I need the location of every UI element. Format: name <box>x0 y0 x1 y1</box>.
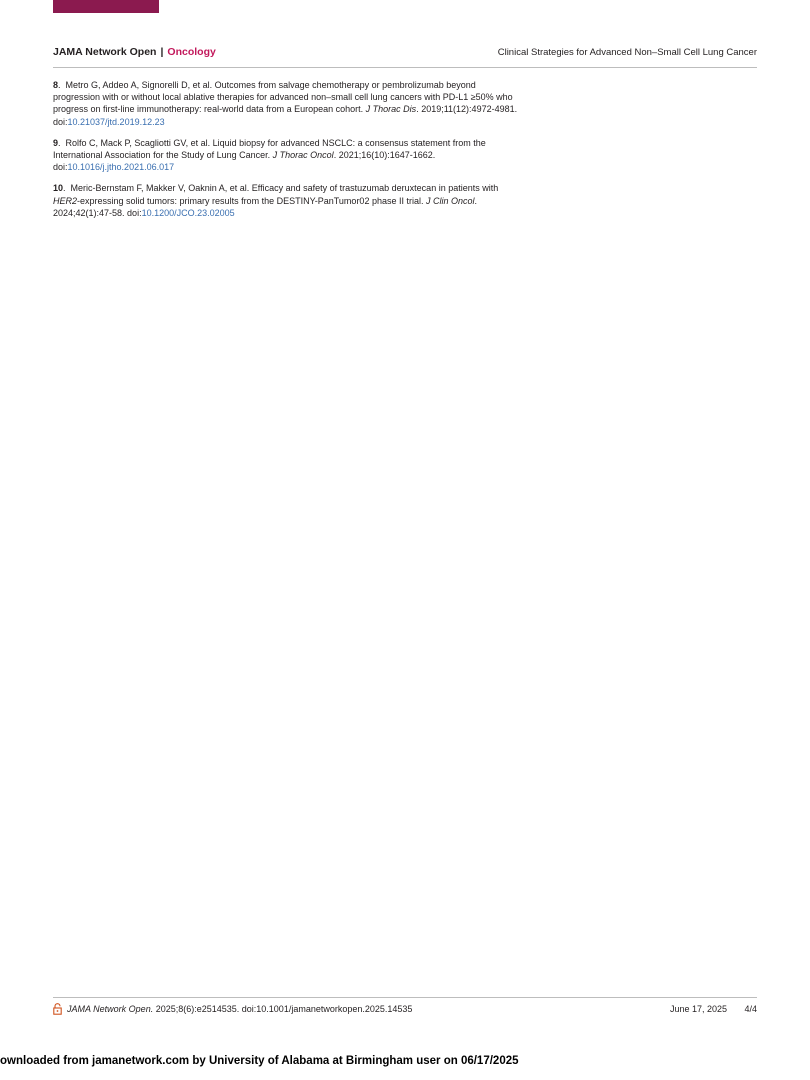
reference-item: 8. Metro G, Addeo A, Signorelli D, et al. Outcomes from salvage chemotherapy or pembrolizumab beyond progression with or without local ablative therapies for advanced non–small cell lung cancers with PD-L1 ≥50% who progress on first-line immunotherapy: real-world data from a European cohort. J Thorac Dis. 2019;11(12):4972-4981. doi:10.21037/jtd.2019.12.23 <box>53 80 518 127</box>
journal-name: JAMA Network Open <box>53 46 157 58</box>
reference-prefix: Meric-Bernstam F, Makker V, Oaknin A, et al. Efficacy and safety of trastuzumab deruxtecan in patients with <box>70 183 499 194</box>
reference-item: 10. Meric-Bernstam F, Makker V, Oaknin A, et al. Efficacy and safety of trastuzumab deruxtecan in patients with HER2-expressing solid tumors: primary results from the DESTINY-PanTumor02 phase II trial. J Clin Oncol. 2024;42(1):47-58. doi:10.1200/JCO.23.02005 <box>53 183 499 218</box>
doi-link[interactable]: 10.1200/JCO.23.02005 <box>141 207 235 218</box>
reference-number: 9 <box>53 137 59 148</box>
footer-doi-text: 2025;8(6):e2514535. doi:10.1001/jamanetworkopen.2025.14535 <box>153 1004 413 1014</box>
reference-details: . 2021;16(10):1647-1662. doi: <box>53 150 436 173</box>
reference-details: . 2019;11(12):4972-4981. doi: <box>53 104 518 127</box>
section-name[interactable]: Oncology <box>167 46 216 58</box>
reference-number: 8 <box>53 80 59 90</box>
open-access-lock-icon <box>53 1003 62 1015</box>
footer-rule <box>53 997 757 998</box>
reference-gene: HER2 <box>53 195 78 206</box>
doi-link[interactable]: 10.21037/jtd.2019.12.23 <box>67 116 165 127</box>
download-notice: ownloaded from jamanetwork.com by University of Alabama at Birmingham user on 06/17/2025 <box>0 1055 519 1067</box>
reference-text: -expressing solid tumors: primary results from the DESTINY-PanTumor02 phase II trial. <box>77 195 424 206</box>
running-title: Clinical Strategies for Advanced Non–Small Cell Lung Cancer <box>497 47 757 58</box>
reference-journal: J Thorac Dis <box>365 104 417 115</box>
page-header <box>53 46 757 62</box>
reference-journal: J Thorac Oncol <box>272 150 334 161</box>
header-rule <box>53 67 757 68</box>
publication-date: June 17, 2025 <box>669 1004 727 1014</box>
footer-citation <box>67 1004 412 1014</box>
reference-details: . 2024;42(1):47-58. doi: <box>53 195 478 218</box>
reference-journal: J Clin Oncol <box>426 195 475 206</box>
reference-item: 9. Rolfo C, Mack P, Scagliotti GV, et al. Liquid biopsy for advanced NSCLC: a consensus statement from the International Association for the Study of Lung Cancer. J Thorac Oncol. 2021;16(10):1647-1662. doi:10.1016/j.jtho.2021.06.017 <box>53 137 486 173</box>
reference-list <box>53 79 525 228</box>
page-footer <box>53 1003 757 1017</box>
reference-text: Rolfo C, Mack P, Scagliotti GV, et al. Liquid biopsy for advanced NSCLC: a consensus statement from the International Association for the Study of Lung Cancer. <box>53 137 486 161</box>
reference-number: 10 <box>53 183 64 194</box>
brand-color-bar <box>53 0 159 13</box>
doi-link[interactable]: 10.1016/j.jtho.2021.06.017 <box>67 162 175 173</box>
header-separator: | <box>160 46 164 58</box>
page-number: 4/4 <box>744 1004 757 1014</box>
reference-text: Metro G, Addeo A, Signorelli D, et al. Outcomes from salvage chemotherapy or pembrolizumab beyond progression with or without local ablative therapies for advanced non–small cell lung cancers with PD-L1 ≥50% who progress on first-line immunotherapy: real-world data from a European cohort. <box>53 80 513 115</box>
footer-journal: JAMA Network Open. <box>67 1004 154 1014</box>
